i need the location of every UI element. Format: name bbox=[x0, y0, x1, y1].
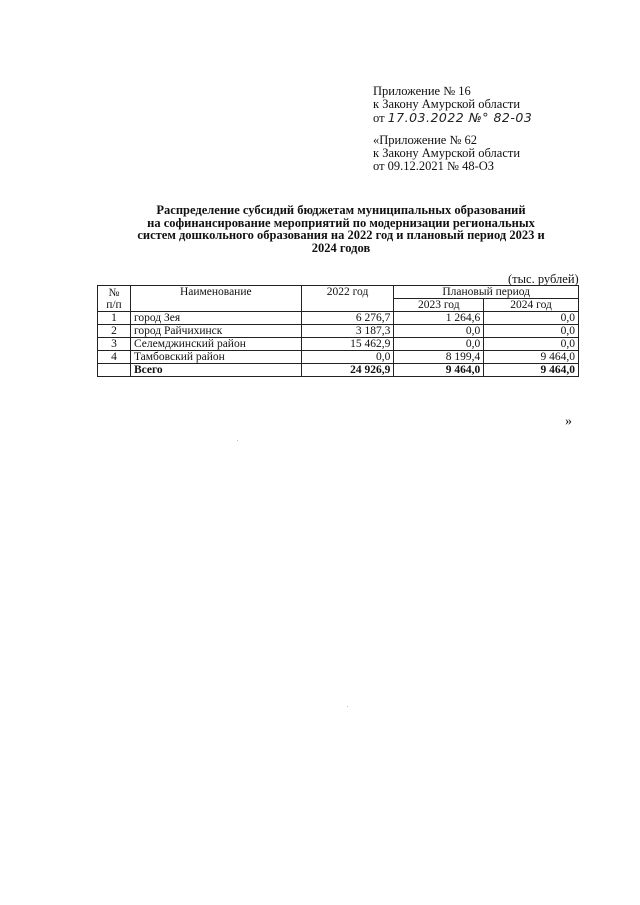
table-row bbox=[98, 338, 579, 351]
cell-2023: 1 264,6 bbox=[394, 312, 484, 325]
cell-2024: 9 464,0 bbox=[484, 351, 579, 364]
scan-speck bbox=[237, 440, 238, 441]
cell-2024: 0,0 bbox=[484, 338, 579, 351]
header-2023: 2023 год bbox=[394, 299, 484, 312]
appendix-62-date-line: от 09.12.2021 № 48-ОЗ bbox=[373, 159, 495, 173]
document-title bbox=[96, 204, 586, 254]
appendix-16-reference bbox=[373, 85, 532, 125]
cell-2022: 0,0 bbox=[301, 351, 394, 364]
cell-2023: 0,0 bbox=[394, 338, 484, 351]
appendix-16-title: Приложение № 16 bbox=[373, 84, 471, 98]
header-2022: 2022 год bbox=[301, 286, 394, 312]
cell-2024: 0,0 bbox=[484, 325, 579, 338]
appendix-16-date-prefix: от bbox=[373, 111, 385, 125]
cell-2022: 3 187,3 bbox=[301, 325, 394, 338]
appendix-62-title: «Приложение № 62 bbox=[373, 133, 478, 147]
scan-speck bbox=[347, 706, 348, 707]
cell-2022: 15 462,9 bbox=[301, 338, 394, 351]
appendix-16-law: к Закону Амурской области bbox=[373, 97, 521, 111]
cell-2023: 0,0 bbox=[394, 325, 484, 338]
cell-2023: 8 199,4 bbox=[394, 351, 484, 364]
cell-name: Тамбовский район bbox=[130, 351, 301, 364]
cell-name: город Зея bbox=[130, 312, 301, 325]
subsidy-table bbox=[97, 285, 579, 377]
unit-label: (тыс. рублей) bbox=[508, 272, 579, 286]
appendix-62-reference bbox=[373, 134, 520, 173]
total-2024: 9 464,0 bbox=[484, 364, 579, 377]
table-total-row bbox=[98, 364, 579, 377]
handwritten-date-number: 17.03.2022 №° 82-03 bbox=[387, 110, 533, 125]
cell-number-empty bbox=[98, 364, 131, 377]
header-number-top: № bbox=[108, 286, 120, 299]
total-label: Всего bbox=[130, 364, 301, 377]
cell-number: 3 bbox=[98, 338, 131, 351]
title-line: на софинансирование мероприятий по модернизации региональных bbox=[147, 215, 535, 230]
closing-quote: » bbox=[565, 414, 572, 429]
table-row bbox=[98, 325, 579, 338]
appendix-16-date-line bbox=[373, 111, 532, 125]
total-2022: 24 926,9 bbox=[301, 364, 394, 377]
title-line: систем дошкольного образования на 2022 год и плановый период 2023 и bbox=[137, 228, 545, 242]
header-name: Наименование bbox=[130, 286, 301, 312]
appendix-62-law: к Закону Амурской области bbox=[373, 146, 521, 160]
cell-number: 4 bbox=[98, 351, 131, 364]
title-line: 2024 годов bbox=[311, 240, 371, 255]
cell-number: 1 bbox=[98, 312, 131, 325]
cell-2022: 6 276,7 bbox=[301, 312, 394, 325]
total-2023: 9 464,0 bbox=[394, 364, 484, 377]
table-header-row bbox=[98, 286, 579, 299]
cell-name: город Райчихинск bbox=[130, 325, 301, 338]
cell-number: 2 bbox=[98, 325, 131, 338]
title-line: Распределение субсидий бюджетам муниципальных образований bbox=[156, 203, 526, 217]
header-planned-period: Плановый период bbox=[394, 286, 579, 299]
table-row bbox=[98, 351, 579, 364]
cell-2024: 0,0 bbox=[484, 312, 579, 325]
table-row bbox=[98, 312, 579, 325]
header-number-bottom: п/п bbox=[106, 298, 122, 311]
cell-name: Селемджинский район bbox=[130, 338, 301, 351]
header-number bbox=[98, 286, 131, 312]
header-2024: 2024 год bbox=[484, 299, 579, 312]
